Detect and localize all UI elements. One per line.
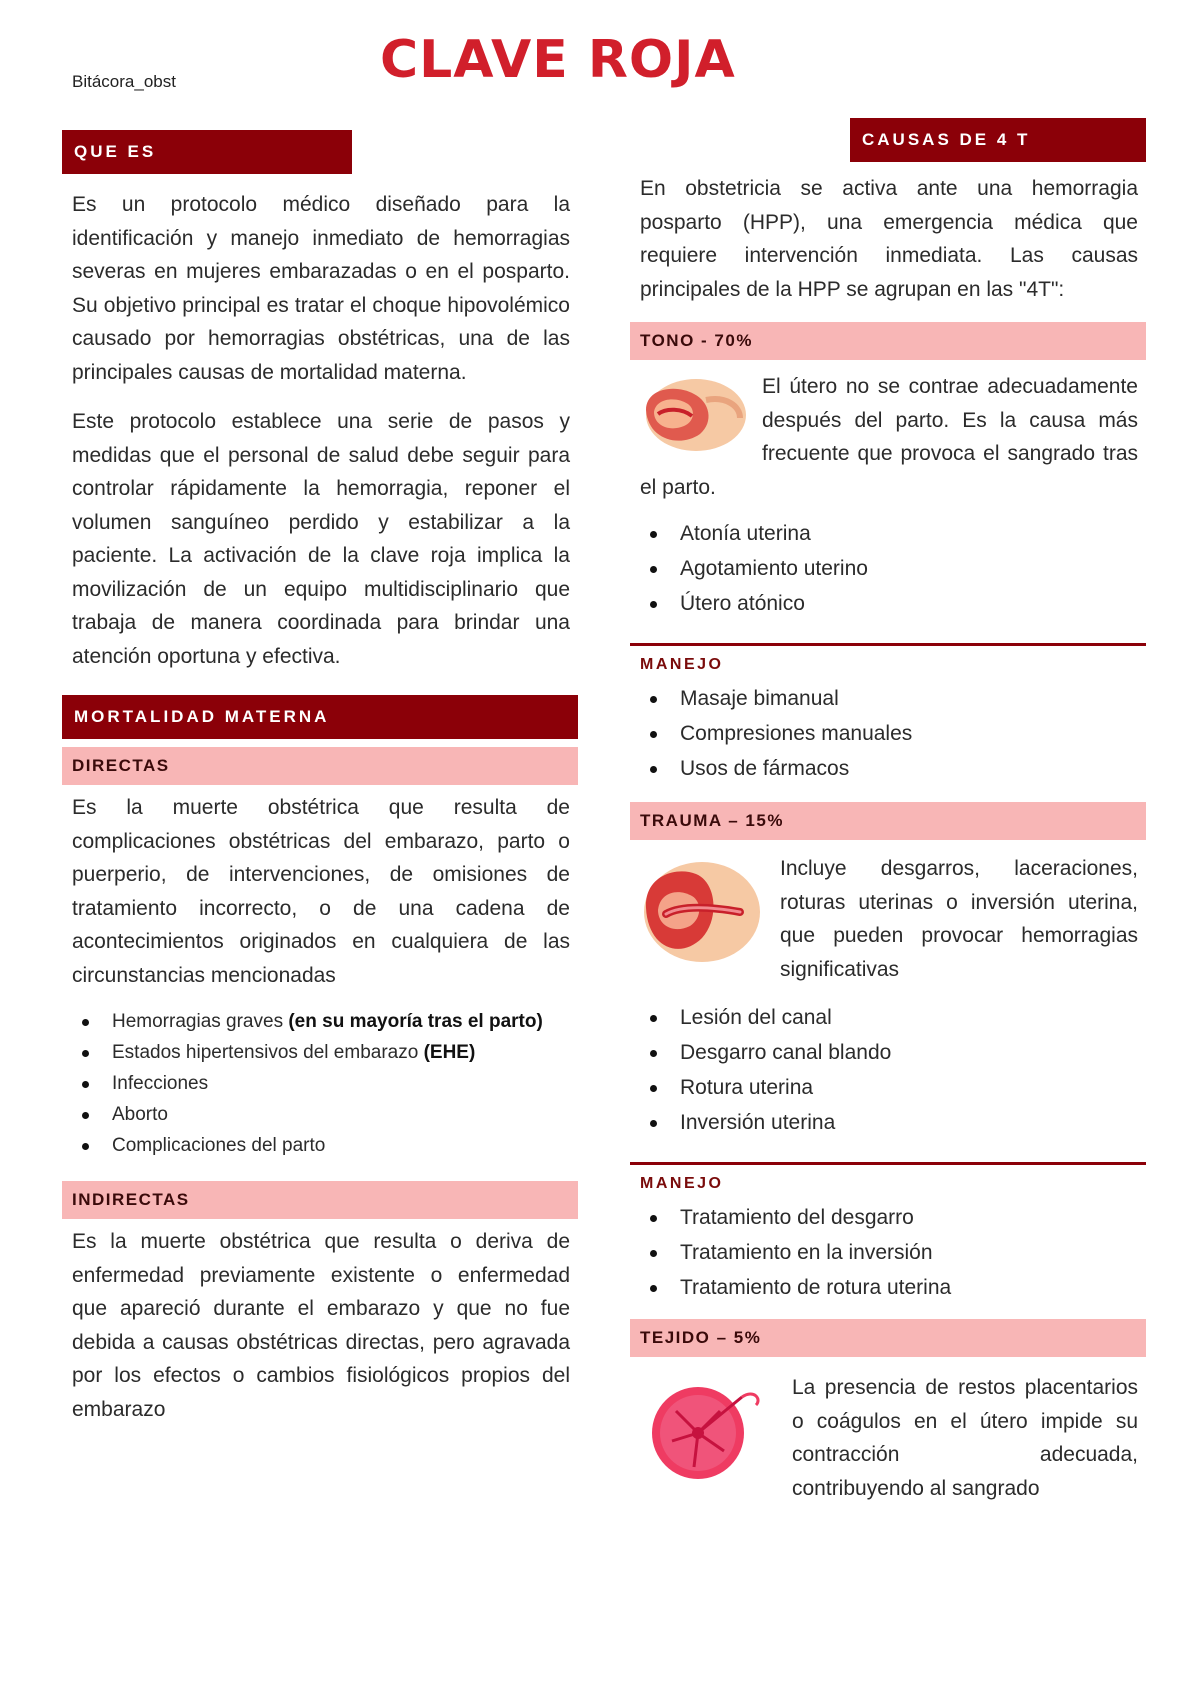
list-item: Hemorragias graves (en su mayoría tras el parto)	[112, 1006, 578, 1037]
list-item: Inversión uterina	[680, 1105, 1146, 1140]
list-item: Complicaciones del parto	[112, 1130, 578, 1161]
que-es-paragraph-2: Este protocolo establece una serie de pasos y medidas que el personal de salud debe seguir para controlar rápidamente la hemorragia, reponer el volumen sanguíneo perdido y estabilizar a la paciente. La activación de la clave roja implica la movilización de un equipo multidisciplinario que trabaja de manera coordinada para brindar una atención oportuna y efectiva.	[72, 410, 570, 668]
list-item: Lesión del canal	[680, 1000, 1146, 1035]
trauma-paragraph: Incluye desgarros, laceraciones, roturas uterinas o inversión uterina, que pueden provocar hemorragias significativas	[780, 857, 1138, 981]
tono-paragraph: El útero no se contrae adecuadamente después del parto. Es la causa más frecuente que provoca el sangrado tras el parto.	[640, 375, 1138, 499]
subheading-trauma: TRAUMA – 15%	[630, 802, 1146, 840]
list-item: Tratamiento en la inversión	[680, 1235, 1146, 1270]
list-item: Atonía uterina	[680, 516, 1146, 551]
brand-label: Bitácora_obst	[72, 72, 176, 91]
list-item: Agotamiento uterino	[680, 551, 1146, 586]
list-item: Compresiones manuales	[680, 716, 1146, 751]
section-heading-que-es: QUE ES	[62, 130, 352, 174]
list-item: Rotura uterina	[680, 1070, 1146, 1105]
que-es-paragraph-1: Es un protocolo médico diseñado para la identificación y manejo inmediato de hemorragias severas en mujeres embarazadas o en el posparto. Su objetivo principal es tratar el choque hipovolémico causado por hemorragias obstétricas, una de las principales causas de mortalidad materna.	[72, 193, 570, 384]
list-item: Útero atónico	[680, 586, 1146, 621]
subheading-indirectas: INDIRECTAS	[62, 1181, 578, 1219]
left-column	[62, 130, 578, 1426]
list-item: Infecciones	[112, 1068, 578, 1099]
section-heading-mortalidad: MORTALIDAD MATERNA	[62, 695, 578, 739]
section-heading-causas: CAUSAS DE 4 T	[850, 118, 1146, 162]
subheading-manejo-trauma: MANEJO	[630, 1162, 1146, 1200]
right-column	[630, 118, 1146, 1505]
list-item: Masaje bimanual	[680, 681, 1146, 716]
tono-list	[630, 516, 1146, 621]
page-title: CLAVE ROJA	[380, 30, 736, 90]
manejo-trauma-list	[630, 1200, 1146, 1305]
placenta-image	[636, 1371, 776, 1491]
subheading-manejo-tono: MANEJO	[630, 643, 1146, 681]
subheading-tejido: TEJIDO – 5%	[630, 1319, 1146, 1357]
subheading-tono: TONO - 70%	[630, 322, 1146, 360]
tejido-paragraph: La presencia de restos placentarios o coágulos en el útero impide su contracción adecuada, contribuyendo al sangrado	[792, 1376, 1138, 1500]
list-item: Estados hipertensivos del embarazo (EHE)	[112, 1037, 578, 1068]
trauma-list	[630, 1000, 1146, 1140]
manejo-tono-list	[630, 681, 1146, 786]
list-item: Tratamiento del desgarro	[680, 1200, 1146, 1235]
list-item: Usos de fármacos	[680, 751, 1146, 786]
directas-list	[62, 1006, 578, 1161]
directas-paragraph: Es la muerte obstétrica que resulta de complicaciones obstétricas del embarazo, parto o puerperio, de intervenciones, de omisiones de tratamiento incorrecto, o de una cadena de acontecimientos originados en cualquiera de las circunstancias mencionadas	[72, 796, 570, 987]
indirectas-paragraph: Es la muerte obstétrica que resulta o deriva de enfermedad previamente existente o enfermedad que apareció durante el embarazo y que no fue debida a causas obstétricas directas, pero agravada por los efectos o cambios fisiológicos propios del embarazo	[72, 1230, 570, 1421]
uterus-trauma-image	[636, 852, 764, 972]
uterus-tono-image	[636, 370, 746, 460]
list-item: Desgarro canal blando	[680, 1035, 1146, 1070]
subheading-directas: DIRECTAS	[62, 747, 578, 785]
causas-paragraph: En obstetricia se activa ante una hemorragia posparto (HPP), una emergencia médica que requiere intervención inmediata. Las causas principales de la HPP se agrupan en las "4T":	[640, 177, 1138, 301]
list-item: Aborto	[112, 1099, 578, 1130]
list-item: Tratamiento de rotura uterina	[680, 1270, 1146, 1305]
